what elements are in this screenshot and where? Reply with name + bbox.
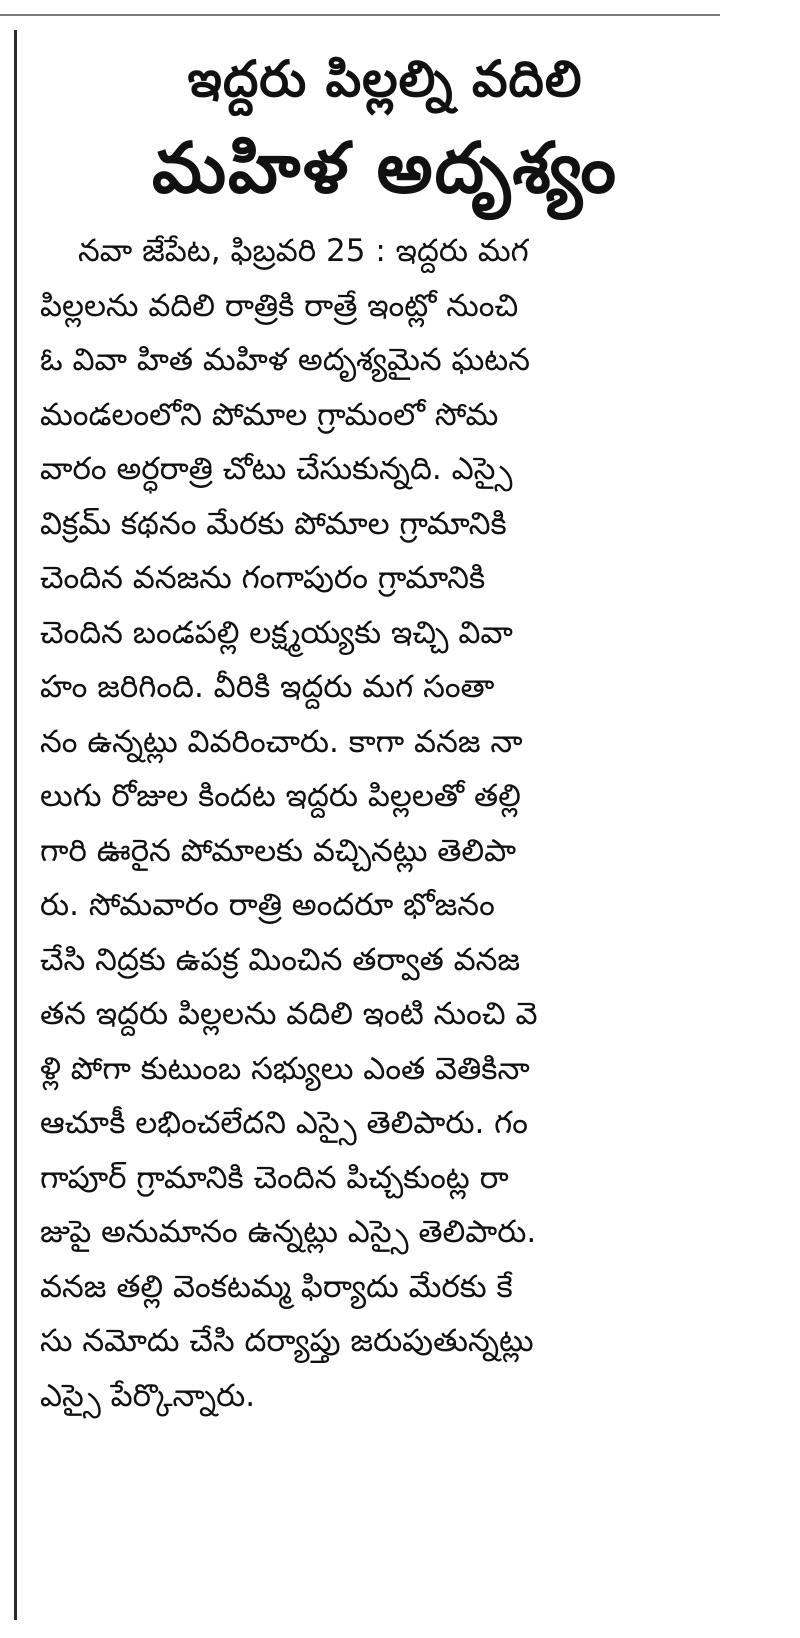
headline-line-1: ఇద్దరు పిల్లల్ని వదిలి — [187, 50, 583, 108]
body-line: హం జరిగింది. వీరికి ఇద్దరు మగ సంతా — [40, 669, 495, 705]
body-line: గాపూర్ గ్రామానికి చెందిన పిచ్చకుంట్ల రా — [40, 1159, 509, 1196]
body-line: సు నమోదు చేసి దర్యాప్తు జరుపుతున్నట్లు — [40, 1323, 534, 1359]
body-line: చేసి నిద్రకు ఉపక్ర మించిన తర్వాత వనజ — [40, 941, 521, 978]
body-line: చెందిన వనజను గంగాపురం గ్రామానికి — [40, 560, 486, 596]
body-line: లుగు రోజుల కిందట ఇద్దరు పిల్లలతో తల్లి — [40, 778, 521, 814]
body-line: ఎస్సై పేర్కొన్నారు. — [40, 1377, 256, 1414]
body-line: మండలంలోని పోమాల గ్రామంలో సోమ — [40, 396, 499, 433]
top-divider-rule — [0, 14, 720, 16]
body-line: ఓ వివా హిత మహిళ అదృశ్యమైన ఘటన — [40, 342, 530, 378]
body-line: వనజ తల్లి వెంకటమ్మ ఫిర్యాదు మేరకు కే — [40, 1268, 513, 1305]
body-line: ఆచూకీ లభించలేదని ఎస్సై తెలిపారు. గం — [40, 1105, 528, 1141]
body-line: నం ఉన్నట్లు వివరించారు. కాగా వనజ నా — [40, 723, 523, 760]
body-line: వారం అర్ధరాత్రి చోటు చేసుకున్నది. ఎస్సై — [40, 451, 513, 487]
body-line: గారి ఊరైన పోమాలకు వచ్చినట్లు తెలిపా — [40, 832, 517, 869]
headline-line-2: మహిళ అదృశ్యం — [152, 127, 618, 209]
body-line: తన ఇద్దరు పిల్లలను వదిలి ఇంటి నుంచి వె — [40, 996, 538, 1032]
body-line: నవా జేపేట, ఫిబ్రవరి 25 : ఇద్దరు మగ — [78, 233, 529, 269]
body-line: చెందిన బండపల్లి లక్ష్మయ్యకు ఇచ్చి వివా — [40, 614, 513, 651]
body-line: రు. సోమవారం రాత్రి అందరూ భోజనం — [40, 887, 495, 923]
article-body — [40, 224, 730, 1423]
body-line: జుపై అనుమానం ఉన్నట్లు ఎస్సై తెలిపారు. — [40, 1214, 537, 1250]
body-line: ళ్లి పోగా కుటుంబ సభ్యులు ఎంత వెతికినా — [40, 1050, 530, 1087]
news-article — [40, 40, 730, 1423]
body-line: పిల్లలను వదిలి రాత్రికి రాత్రే ఇంట్లో నుంచి — [40, 287, 519, 324]
body-line: విక్రమ్ కథనం మేరకు పోమాల గ్రామానికి — [40, 505, 507, 542]
left-column-rule — [14, 30, 17, 1620]
